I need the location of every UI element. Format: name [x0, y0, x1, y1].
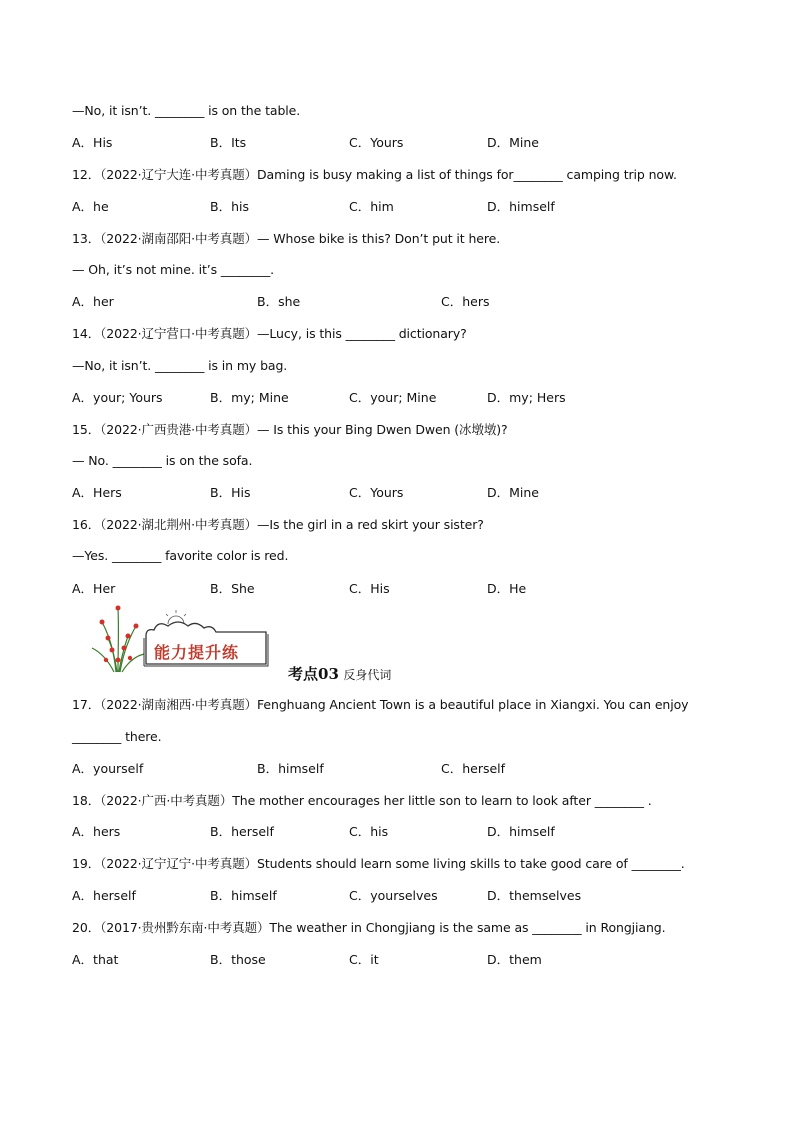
- option-b[interactable]: B．she: [257, 294, 301, 309]
- option-a[interactable]: A．your; Yours: [72, 390, 163, 405]
- section-banner: [88, 602, 288, 674]
- options-row: [72, 294, 732, 310]
- question-line: 20．（2017·贵州黔东南·中考真题）The weather in Chongjiang is the same as ________ in Rongjiang.: [72, 920, 666, 935]
- option-b[interactable]: B．Its: [210, 135, 247, 150]
- question-line: 17．（2022·湖南湘西·中考真题）Fenghuang Ancient Town is a beautiful place in Xiangxi. You can enjoy: [72, 697, 689, 712]
- option-b[interactable]: B．herself: [210, 824, 274, 839]
- flower-plant-icon: [88, 602, 288, 674]
- options-row: [72, 824, 732, 840]
- question-line: — No. ________ is on the sofa.: [72, 453, 253, 468]
- option-c[interactable]: C．yourselves: [349, 888, 438, 903]
- option-d[interactable]: D．Mine: [487, 135, 539, 150]
- option-c[interactable]: C．Yours: [349, 485, 404, 500]
- question-line: 16．（2022·湖北荆州·中考真题）—Is the girl in a red skirt your sister?: [72, 517, 484, 532]
- option-c[interactable]: C．hers: [441, 294, 490, 309]
- options-row: [72, 581, 732, 597]
- banner-label: 能力提升练: [154, 643, 240, 662]
- option-a[interactable]: A．her: [72, 294, 114, 309]
- options-row: [72, 199, 732, 215]
- option-a[interactable]: A．he: [72, 199, 109, 214]
- question-line: ________ there.: [72, 729, 162, 744]
- option-c[interactable]: C．His: [349, 581, 390, 596]
- question-line: — Oh, it’s not mine. it’s ________.: [72, 262, 274, 277]
- options-row: [72, 135, 732, 151]
- question-line: 14．（2022·辽宁营口·中考真题）—Lucy, is this ________ dictionary?: [72, 326, 467, 341]
- question-line: 18．（2022·广西·中考真题）The mother encourages her little son to learn to look after ________ .: [72, 793, 652, 808]
- option-c[interactable]: C．Yours: [349, 135, 404, 150]
- option-d[interactable]: D．my; Hers: [487, 390, 566, 405]
- option-d[interactable]: D．themselves: [487, 888, 582, 903]
- option-b[interactable]: B．himself: [210, 888, 277, 903]
- option-d[interactable]: D．He: [487, 581, 527, 596]
- options-row: [72, 761, 732, 777]
- option-a[interactable]: A．hers: [72, 824, 121, 839]
- section-title: [288, 665, 391, 684]
- option-c[interactable]: C．your; Mine: [349, 390, 437, 405]
- option-a[interactable]: A．yourself: [72, 761, 144, 776]
- question-line: —No, it isn’t. ________ is on the table.: [72, 103, 301, 118]
- option-d[interactable]: D．them: [487, 952, 542, 967]
- option-c[interactable]: C．it: [349, 952, 379, 967]
- options-row: [72, 485, 732, 501]
- option-d[interactable]: D．Mine: [487, 485, 539, 500]
- option-a[interactable]: A．that: [72, 952, 119, 967]
- question-line: 15．（2022·广西贵港·中考真题）— Is this your Bing Dwen Dwen (冰墩墩)?: [72, 422, 508, 437]
- option-b[interactable]: B．himself: [257, 761, 324, 776]
- options-row: [72, 888, 732, 904]
- option-a[interactable]: A．His: [72, 135, 113, 150]
- option-a[interactable]: A．herself: [72, 888, 136, 903]
- option-d[interactable]: D．himself: [487, 824, 555, 839]
- section-number: 03: [318, 665, 339, 683]
- option-b[interactable]: B．his: [210, 199, 249, 214]
- question-line: 13．（2022·湖南邵阳·中考真题）— Whose bike is this? Don’t put it here.: [72, 231, 501, 246]
- option-c[interactable]: C．herself: [441, 761, 506, 776]
- question-line: —Yes. ________ favorite color is red.: [72, 548, 289, 563]
- option-a[interactable]: A．Hers: [72, 485, 122, 500]
- question-line: 12．（2022·辽宁大连·中考真题）Daming is busy making a list of things for________ camping trip now.: [72, 167, 677, 182]
- option-d[interactable]: D．himself: [487, 199, 555, 214]
- options-row: [72, 952, 732, 968]
- section-prefix: 考点: [288, 665, 319, 683]
- option-b[interactable]: B．those: [210, 952, 266, 967]
- option-b[interactable]: B．my; Mine: [210, 390, 289, 405]
- options-row: [72, 390, 732, 406]
- section-name: 反身代词: [343, 668, 392, 682]
- option-b[interactable]: B．His: [210, 485, 251, 500]
- option-c[interactable]: C．him: [349, 199, 394, 214]
- option-c[interactable]: C．his: [349, 824, 389, 839]
- question-line: 19．（2022·辽宁辽宁·中考真题）Students should learn some living skills to take good care of ________.: [72, 856, 685, 871]
- option-a[interactable]: A．Her: [72, 581, 116, 596]
- option-b[interactable]: B．She: [210, 581, 255, 596]
- question-line: —No, it isn’t. ________ is in my bag.: [72, 358, 288, 373]
